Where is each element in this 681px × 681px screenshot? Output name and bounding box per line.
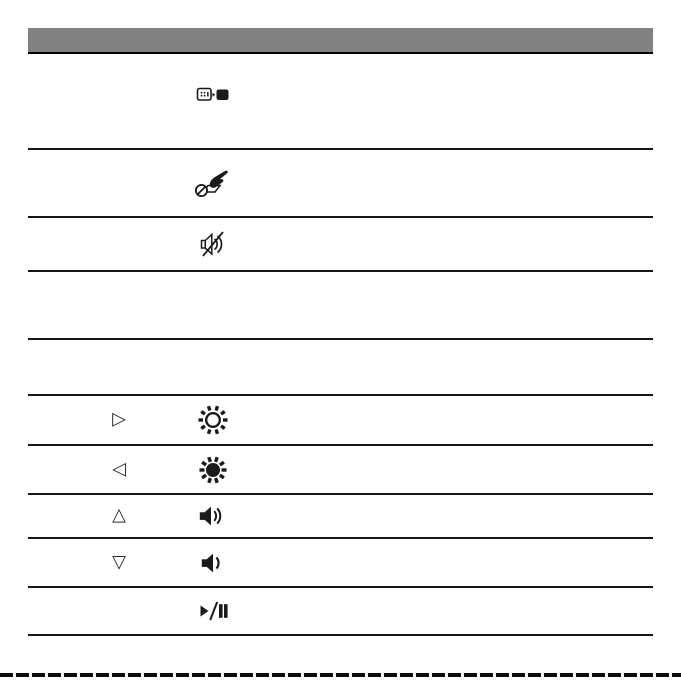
table-row	[28, 218, 653, 272]
table-row	[28, 539, 653, 588]
dashed-divider	[0, 673, 681, 677]
touchpad-toggle-icon	[194, 168, 232, 198]
table-row	[28, 150, 653, 218]
hotkey-table	[28, 0, 653, 660]
brightness-up-icon	[197, 404, 229, 436]
table-row	[28, 340, 653, 396]
brightness-down-icon	[198, 454, 229, 485]
volume-up-icon	[199, 504, 227, 528]
table-row	[28, 396, 653, 446]
display-toggle-icon	[197, 87, 230, 104]
table-row	[28, 272, 653, 340]
table-row	[28, 588, 653, 636]
table-header-bar	[28, 28, 653, 54]
table-row	[28, 446, 653, 495]
play-pause-icon	[198, 601, 228, 621]
right-arrow-key-glyph: ▷	[112, 408, 126, 430]
left-arrow-key-glyph: ◁	[112, 458, 126, 480]
table-row	[28, 54, 653, 150]
volume-down-icon	[201, 551, 225, 575]
down-arrow-key-glyph: ▽	[112, 551, 126, 573]
table-row	[28, 495, 653, 539]
speaker-mute-icon	[200, 229, 226, 259]
up-arrow-key-glyph: △	[112, 504, 126, 526]
